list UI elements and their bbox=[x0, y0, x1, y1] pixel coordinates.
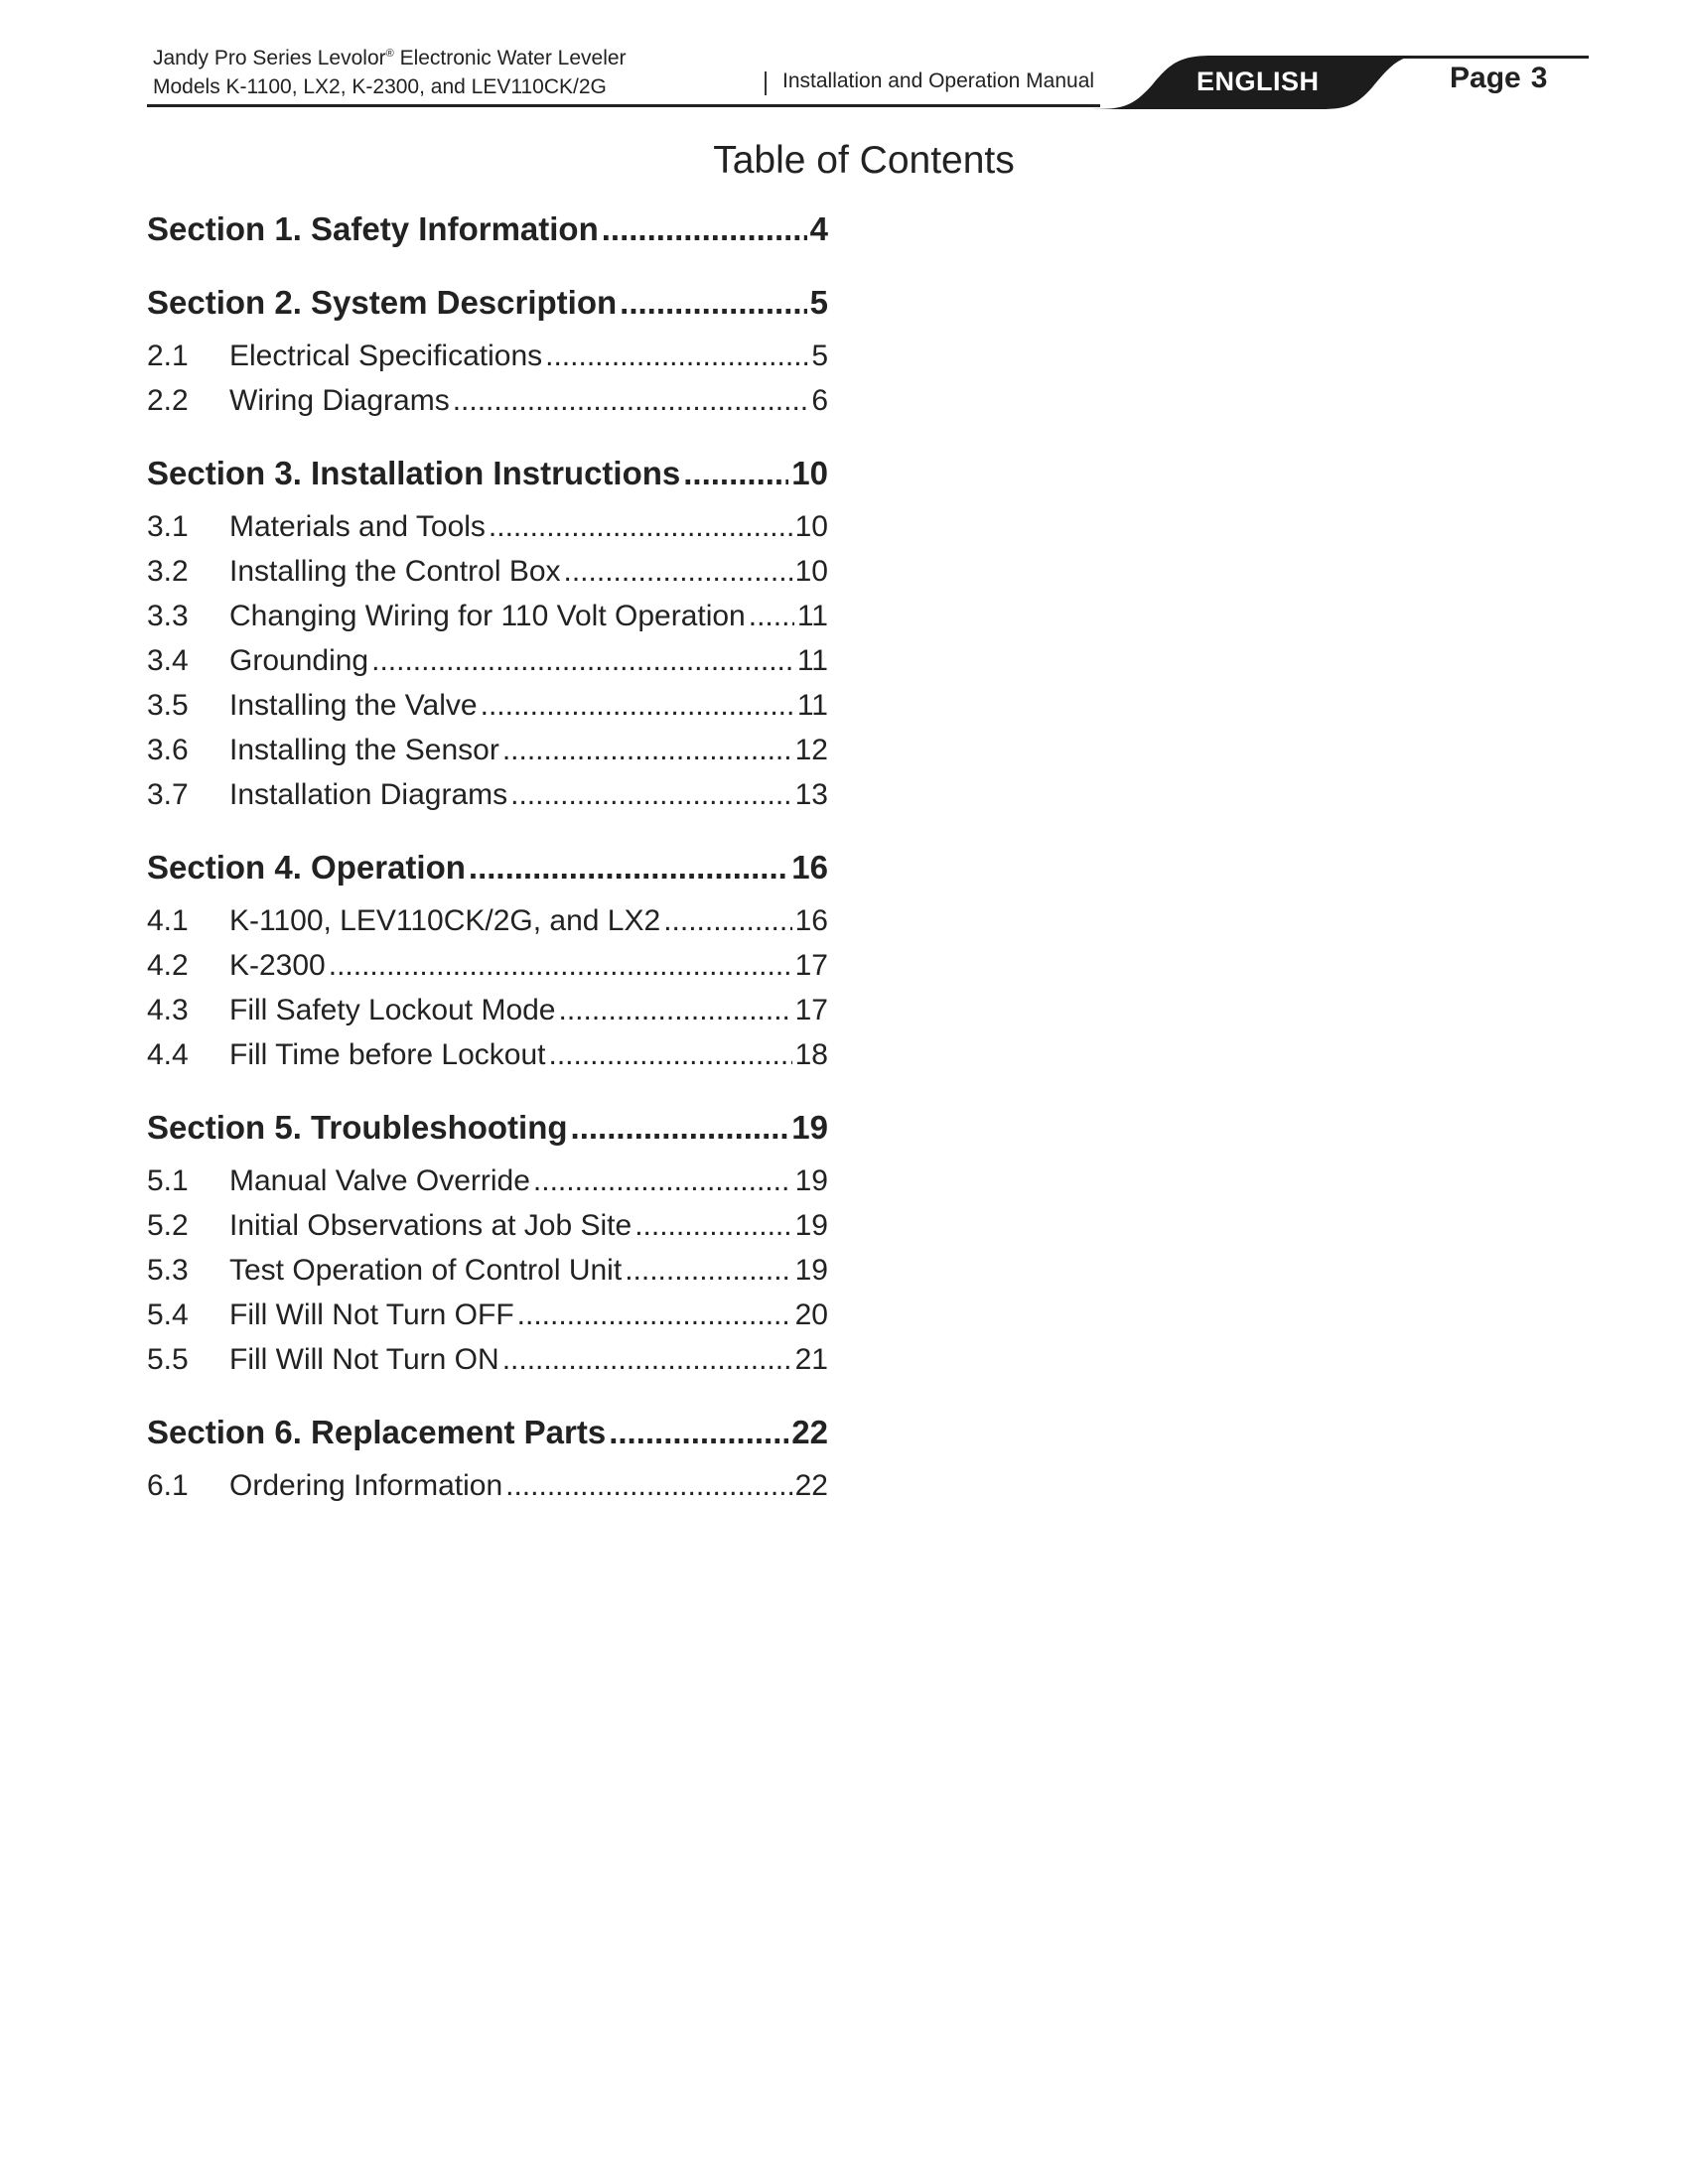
toc-section-page: 19 bbox=[791, 1109, 828, 1146]
toc-subsection-entry[interactable] bbox=[147, 772, 828, 817]
toc-section-entry[interactable] bbox=[147, 1105, 828, 1151]
toc-subsection-entry[interactable] bbox=[147, 728, 828, 772]
toc-subsection-title: Materials and Tools bbox=[229, 510, 486, 543]
toc-section-entry[interactable] bbox=[147, 845, 828, 890]
toc-subsection-page: 6 bbox=[811, 384, 828, 417]
product-info bbox=[153, 40, 627, 101]
toc-subsection-page: 10 bbox=[794, 555, 828, 588]
toc-subsection-number: 5.2 bbox=[147, 1209, 189, 1242]
toc-leader-dots bbox=[634, 1203, 791, 1248]
table-of-contents bbox=[147, 206, 828, 1508]
toc-subsection-page: 20 bbox=[794, 1298, 828, 1331]
toc-subsection-entry[interactable] bbox=[147, 1463, 828, 1508]
toc-subsection-entry[interactable] bbox=[147, 549, 828, 594]
toc-subsection-title: Fill Will Not Turn ON bbox=[229, 1343, 499, 1376]
page-header bbox=[0, 0, 1688, 119]
toc-subsection-entry[interactable] bbox=[147, 1248, 828, 1293]
toc-subsection-entry[interactable] bbox=[147, 594, 828, 638]
toc-leader-dots bbox=[683, 451, 788, 496]
toc-subsection-page: 18 bbox=[794, 1038, 828, 1071]
toc-subsection-number: 4.2 bbox=[147, 949, 189, 982]
registered-mark: ® bbox=[385, 48, 394, 60]
toc-title: Table of Contents bbox=[713, 139, 1015, 182]
toc-leader-dots bbox=[510, 772, 792, 817]
toc-subsection-list bbox=[147, 504, 828, 817]
toc-section-page: 22 bbox=[791, 1414, 828, 1450]
toc-subsection-number: 4.4 bbox=[147, 1038, 189, 1071]
toc-section-title: Section 5. Troubleshooting bbox=[147, 1109, 568, 1146]
toc-leader-dots bbox=[548, 1032, 791, 1077]
toc-subsection-number: 3.2 bbox=[147, 555, 189, 588]
toc-subsection-number: 3.7 bbox=[147, 778, 189, 811]
toc-subsection-page: 10 bbox=[794, 510, 828, 543]
toc-subsection-number: 3.5 bbox=[147, 689, 189, 722]
toc-leader-dots bbox=[502, 728, 792, 772]
toc-subsection-page: 11 bbox=[796, 600, 828, 632]
toc-subsection-number: 4.1 bbox=[147, 904, 189, 937]
toc-subsection-number: 3.1 bbox=[147, 510, 189, 543]
toc-section-title: Section 6. Replacement Parts bbox=[147, 1414, 607, 1450]
toc-subsection-number: 5.4 bbox=[147, 1298, 189, 1331]
toc-subsection-entry[interactable] bbox=[147, 1293, 828, 1337]
toc-subsection-number: 3.6 bbox=[147, 734, 189, 766]
toc-subsection-number: 3.4 bbox=[147, 644, 189, 677]
toc-section-entry[interactable] bbox=[147, 1410, 828, 1455]
product-title: Jandy Pro Series Levolor® Electronic Water Leveler bbox=[153, 47, 627, 69]
toc-section-page: 5 bbox=[809, 284, 828, 321]
page-number: Page 3 bbox=[1450, 62, 1548, 94]
toc-leader-dots bbox=[489, 504, 792, 549]
toc-subsection-entry[interactable] bbox=[147, 334, 828, 378]
toc-subsection-title: Manual Valve Override bbox=[229, 1164, 530, 1197]
toc-subsection-page: 22 bbox=[794, 1469, 828, 1502]
toc-subsection-page: 17 bbox=[794, 994, 828, 1026]
toc-section-title: Section 3. Installation Instructions bbox=[147, 455, 681, 491]
toc-section-entry[interactable] bbox=[147, 280, 828, 326]
toc-subsection-title: Installing the Valve bbox=[229, 689, 478, 722]
toc-leader-dots bbox=[481, 683, 794, 728]
toc-subsection-page: 12 bbox=[794, 734, 828, 766]
toc-subsection-title: Installation Diagrams bbox=[229, 778, 508, 811]
toc-subsection-number: 4.3 bbox=[147, 994, 189, 1026]
manual-title: Installation and Operation Manual bbox=[782, 69, 1095, 92]
toc-subsection-title: Electrical Specifications bbox=[229, 340, 543, 372]
header-separator bbox=[765, 71, 767, 95]
toc-subsection-title: K-1100, LEV110CK/2G, and LX2 bbox=[229, 904, 661, 937]
toc-subsection-number: 6.1 bbox=[147, 1469, 189, 1502]
toc-subsection-entry[interactable] bbox=[147, 504, 828, 549]
toc-leader-dots bbox=[545, 334, 808, 378]
toc-subsection-entry[interactable] bbox=[147, 638, 828, 683]
toc-subsection-title: Test Operation of Control Unit bbox=[229, 1254, 623, 1287]
toc-subsection-title: Wiring Diagrams bbox=[229, 384, 450, 417]
toc-subsection-page: 13 bbox=[794, 778, 828, 811]
toc-leader-dots bbox=[329, 943, 792, 988]
toc-subsection-page: 11 bbox=[796, 689, 828, 722]
toc-subsection-entry[interactable] bbox=[147, 683, 828, 728]
product-models: Models K-1100, LX2, K-2300, and LEV110CK/2G bbox=[153, 75, 607, 98]
toc-subsection-title: Fill Will Not Turn OFF bbox=[229, 1298, 514, 1331]
toc-leader-dots bbox=[602, 206, 807, 252]
toc-leader-dots bbox=[620, 280, 806, 326]
toc-leader-dots bbox=[502, 1337, 792, 1382]
toc-subsection-number: 5.3 bbox=[147, 1254, 189, 1287]
toc-section-page: 10 bbox=[791, 455, 828, 491]
toc-subsection-list bbox=[147, 1463, 828, 1508]
toc-subsection-list bbox=[147, 1159, 828, 1382]
toc-subsection-entry[interactable] bbox=[147, 1032, 828, 1077]
toc-leader-dots bbox=[663, 898, 791, 943]
toc-section-title: Section 4. Operation bbox=[147, 849, 466, 886]
toc-subsection-title: Fill Time before Lockout bbox=[229, 1038, 546, 1071]
toc-subsection-title: Ordering Information bbox=[229, 1469, 503, 1502]
toc-subsection-page: 21 bbox=[794, 1343, 828, 1376]
toc-section-title: Section 2. System Description bbox=[147, 284, 618, 321]
toc-subsection-page: 19 bbox=[794, 1209, 828, 1242]
toc-subsection-entry[interactable] bbox=[147, 1159, 828, 1203]
toc-section-entry[interactable] bbox=[147, 451, 828, 496]
toc-subsection-number: 2.1 bbox=[147, 340, 189, 372]
toc-subsection-page: 16 bbox=[794, 904, 828, 937]
toc-section-entry[interactable] bbox=[147, 206, 828, 252]
toc-subsection-title: Fill Safety Lockout Mode bbox=[229, 994, 556, 1026]
toc-subsection-title: Installing the Sensor bbox=[229, 734, 499, 766]
toc-leader-dots bbox=[564, 549, 792, 594]
toc-subsection-number: 3.3 bbox=[147, 600, 189, 632]
toc-subsection-title: Installing the Control Box bbox=[229, 555, 561, 588]
toc-leader-dots bbox=[505, 1463, 791, 1508]
toc-subsection-page: 11 bbox=[796, 644, 828, 677]
toc-subsection-entry[interactable] bbox=[147, 943, 828, 988]
toc-leader-dots bbox=[609, 1410, 788, 1455]
toc-subsection-entry[interactable] bbox=[147, 988, 828, 1032]
language-label: ENGLISH bbox=[1196, 67, 1320, 96]
toc-leader-dots bbox=[517, 1293, 792, 1337]
toc-subsection-entry[interactable] bbox=[147, 1203, 828, 1248]
toc-subsection-number: 5.5 bbox=[147, 1343, 189, 1376]
toc-subsection-list bbox=[147, 334, 828, 423]
toc-section-page: 16 bbox=[791, 849, 828, 886]
toc-subsection-entry[interactable] bbox=[147, 378, 828, 423]
toc-subsection-number: 5.1 bbox=[147, 1164, 189, 1197]
toc-subsection-entry[interactable] bbox=[147, 1337, 828, 1382]
header-rule bbox=[147, 104, 1100, 107]
toc-subsection-number: 2.2 bbox=[147, 384, 189, 417]
toc-subsection-page: 19 bbox=[794, 1254, 828, 1287]
toc-leader-dots bbox=[453, 378, 809, 423]
toc-leader-dots bbox=[571, 1105, 789, 1151]
toc-leader-dots bbox=[625, 1248, 791, 1293]
toc-subsection-title: Initial Observations at Job Site bbox=[229, 1209, 633, 1242]
toc-subsection-page: 19 bbox=[794, 1164, 828, 1197]
toc-leader-dots bbox=[371, 638, 794, 683]
toc-subsection-entry[interactable] bbox=[147, 898, 828, 943]
toc-subsection-title: K-2300 bbox=[229, 949, 326, 982]
toc-leader-dots bbox=[469, 845, 788, 890]
toc-subsection-page: 5 bbox=[811, 340, 828, 372]
toc-section-title: Section 1. Safety Information bbox=[147, 210, 599, 247]
toc-subsection-title: Changing Wiring for 110 Volt Operation bbox=[229, 600, 746, 632]
toc-subsection-list bbox=[147, 898, 828, 1077]
toc-subsection-page: 17 bbox=[794, 949, 828, 982]
toc-leader-dots bbox=[749, 594, 794, 638]
toc-section-page: 4 bbox=[809, 210, 828, 247]
toc-subsection-title: Grounding bbox=[229, 644, 369, 677]
toc-leader-dots bbox=[533, 1159, 792, 1203]
toc-leader-dots bbox=[559, 988, 792, 1032]
